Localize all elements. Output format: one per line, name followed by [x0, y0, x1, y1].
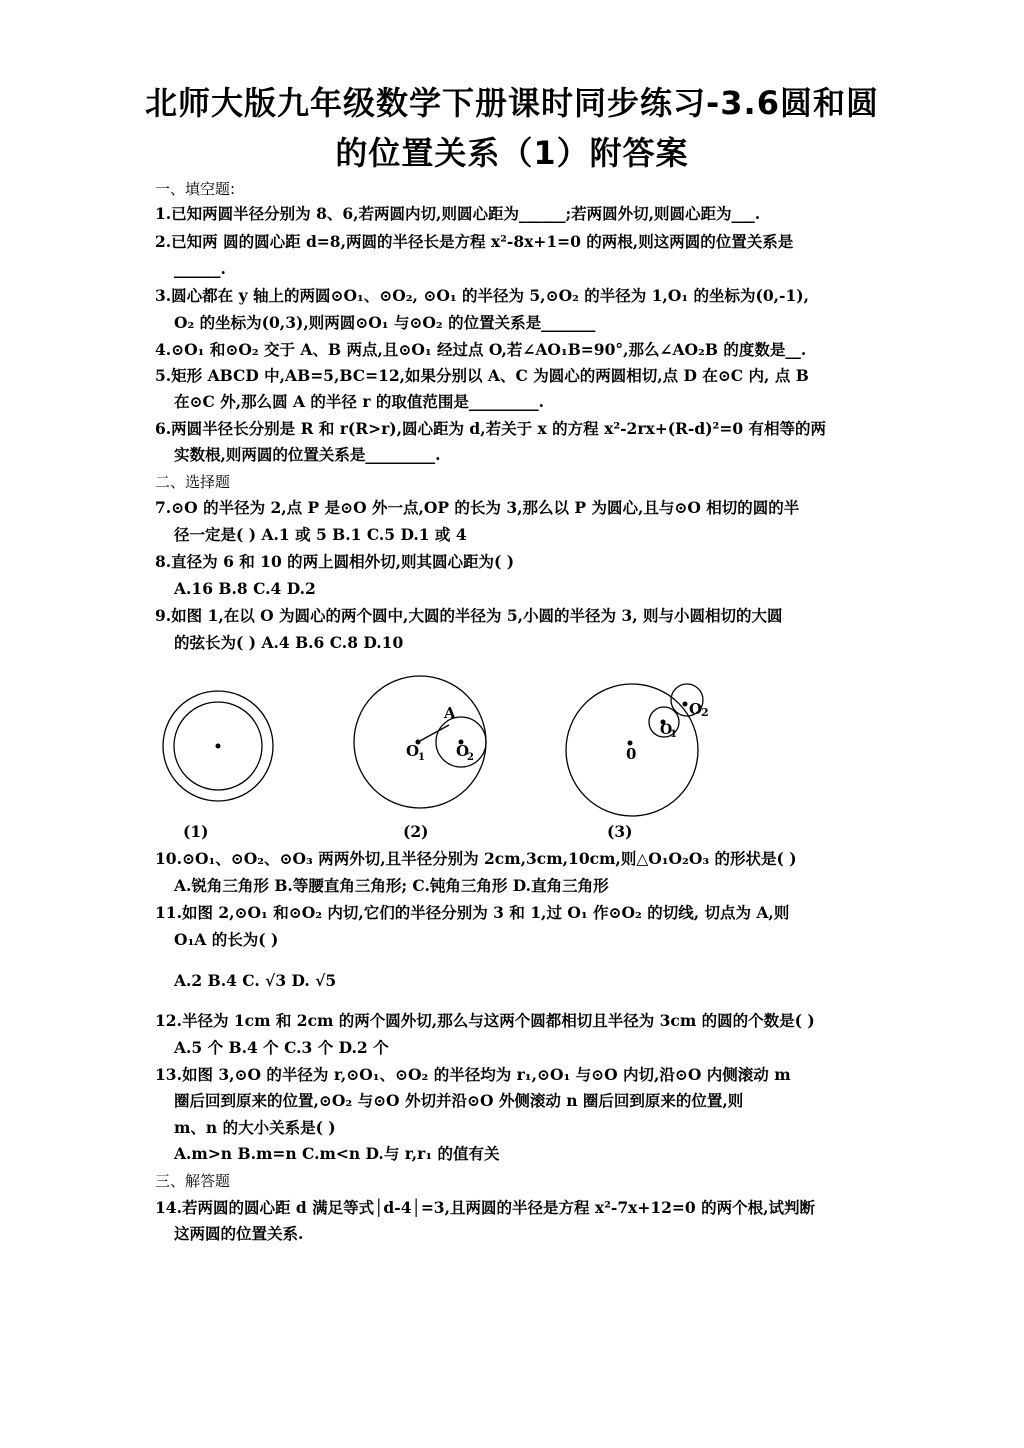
question-5-cont: 在⊙C 外,那么圆 A 的半径 r 的取值范围是_________.	[174, 392, 545, 411]
question-2-cont: ______.	[174, 259, 226, 278]
question-10-options: A.锐角三角形 B.等腰直角三角形; C.钝角三角形 D.直角三角形	[174, 876, 609, 895]
question-3: 3.圆心都在 y 轴上的两圆⊙O₁、⊙O₂, ⊙O₁ 的半径为 5,⊙O₂ 的半径为 1,O₁ 的坐标为(0,-1),	[155, 286, 809, 305]
question-1: 1.已知两圆半径分别为 8、6,若两圆内切,则圆心距为______;若两圆外切,则圆心距为___.	[155, 204, 761, 223]
question-7: 7.⊙O 的半径为 2,点 P 是⊙O 外一点,OP 的长为 3,那么以 P 为圆心,且与⊙O 相切的圆的半	[155, 498, 800, 517]
fig2-label-O2-sub: 2	[467, 752, 474, 763]
question-5: 5.矩形 ABCD 中,AB=5,BC=12,如果分别以 A、C 为圆心的两圆相切,点 D 在⊙C 内, 点 B	[155, 366, 809, 385]
question-13-options: A.m>n B.m=n C.m<n D.与 r,r₁ 的值有关	[174, 1144, 500, 1163]
figure-3-rolling-circles	[560, 680, 730, 820]
fig2-label-O1: O	[406, 742, 420, 760]
figure-1-caption: (1)	[183, 822, 209, 841]
fig3-label-O1-sub: 1	[670, 729, 677, 740]
question-13-cont2: m、n 的大小关系是( )	[174, 1118, 336, 1137]
fig2-label-O1-sub: 1	[418, 752, 425, 763]
question-6-cont: 实数根,则两圆的位置关系是_________.	[174, 445, 441, 464]
question-8: 8.直径为 6 和 10 的两上圆相外切,则其圆心距为( )	[155, 552, 515, 571]
question-10: 10.⊙O₁、⊙O₂、⊙O₃ 两两外切,且半径分别为 2cm,3cm,10cm,则△O₁O₂O₃ 的形状是( )	[155, 849, 797, 868]
fig3-label-O1: O	[660, 722, 673, 738]
question-7-options: 径一定是( ) A.1 或 5 B.1 C.5 D.1 或 4	[174, 525, 467, 544]
figure-2-internal-tangent-circles	[350, 668, 500, 818]
question-11-options: A.2 B.4 C. √3 D. √5	[174, 971, 337, 990]
page-title-line2: 的位置关系（1）附答案	[335, 134, 689, 172]
fig2-label-A: A	[444, 704, 456, 722]
question-3-cont: O₂ 的坐标为(0,3),则两圆⊙O₁ 与⊙O₂ 的位置关系是_______	[174, 313, 596, 332]
question-14: 14.若两圆的圆心距 d 满足等式│d-4│=3,且两圆的半径是方程 x²-7x+12=0 的两个根,试判断	[155, 1198, 815, 1217]
question-2: 2.已知两 圆的圆心距 d=8,两圆的半径长是方程 x²-8x+1=0 的两根,则这两圆的位置关系是	[155, 232, 794, 251]
section-solve-heading: 三、解答题	[155, 1172, 231, 1190]
question-14-cont: 这两圆的位置关系.	[174, 1224, 304, 1243]
figure-3-caption: (3)	[607, 822, 633, 841]
question-11-cont: O₁A 的长为( )	[174, 930, 279, 949]
question-12-options: A.5 个 B.4 个 C.3 个 D.2 个	[174, 1038, 389, 1057]
figure-1-concentric-circles	[160, 688, 280, 808]
section-choice-heading: 二、选择题	[155, 473, 231, 491]
question-8-options: A.16 B.8 C.4 D.2	[174, 579, 316, 598]
question-6: 6.两圆半径长分别是 R 和 r(R>r),圆心距为 d,若关于 x 的方程 x²-2rx+(R-d)²=0 有相等的两	[155, 419, 826, 438]
question-9-options: 的弦长为( ) A.4 B.6 C.8 D.10	[174, 633, 404, 652]
question-13-cont: 圈后回到原来的位置,⊙O₂ 与⊙O 外切并沿⊙O 外侧滚动 n 圈后回到原来的位置,则	[174, 1091, 744, 1110]
figure-2-caption: (2)	[403, 822, 429, 841]
question-11: 11.如图 2,⊙O₁ 和⊙O₂ 内切,它们的半径分别为 3 和 1,过 O₁ 作⊙O₂ 的切线, 切点为 A,则	[155, 903, 790, 922]
question-13: 13.如图 3,⊙O 的半径为 r,⊙O₁、⊙O₂ 的半径均为 r₁,⊙O₁ 与⊙O 内切,沿⊙O 内侧滚动 m	[155, 1065, 791, 1084]
fig3-label-O2: O	[689, 700, 703, 718]
section-fill-heading: 一、填空题:	[155, 180, 236, 198]
question-4: 4.⊙O₁ 和⊙O₂ 交于 A、B 两点,且⊙O₁ 经过点 O,若∠AO₁B=90°,那么∠AO₂B 的度数是__.	[155, 340, 807, 359]
page-title-line1: 北师大版九年级数学下册课时同步练习-3.6圆和圆	[145, 84, 879, 122]
question-9: 9.如图 1,在以 O 为圆心的两个圆中,大圆的半径为 5,小圆的半径为 3, 则与小圆相切的大圆	[155, 606, 783, 625]
fig3-label-O: 0	[626, 745, 637, 763]
fig3-label-O2-sub: 2	[701, 706, 709, 719]
question-12: 12.半径为 1cm 和 2cm 的两个圆外切,那么与这两个圆都相切且半径为 3cm 的圆的个数是( )	[155, 1011, 815, 1030]
fig2-label-O2: O	[456, 742, 470, 760]
